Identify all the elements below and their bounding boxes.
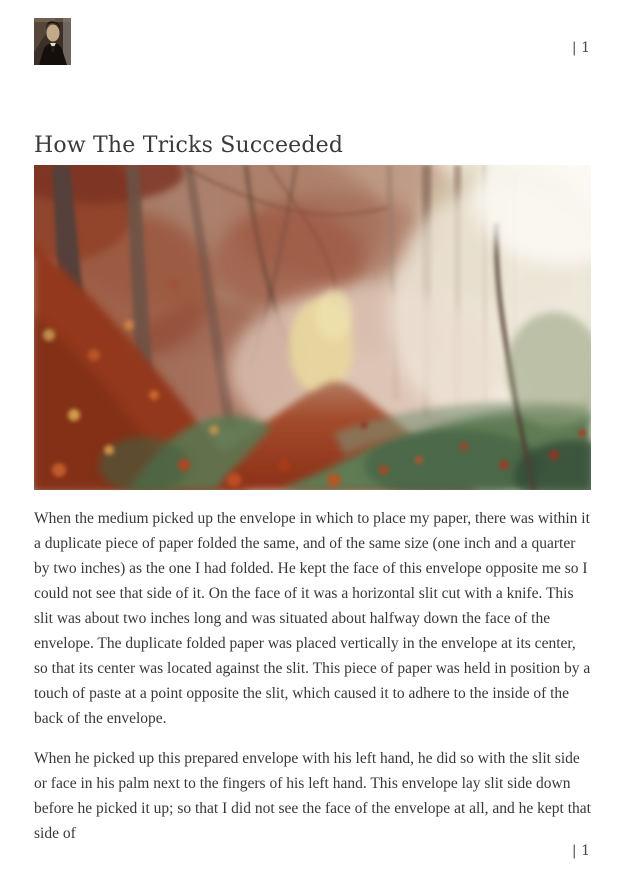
forest-photo-image: [34, 165, 591, 490]
author-portrait: [34, 18, 71, 65]
author-portrait-image: [34, 18, 71, 65]
paragraph-1: When the medium picked up the envelope in which to place my paper, there was within it a duplicate piece of paper folded the same, and of the same size (one inch and a quarter by two inches) as the one I had folded. He kept the face of this envelope opposite me so I could not see that side of it. On the face of it was a horizontal slit cut with a knife. This slit was about two inches long and was situated about halfway down the face of the envelope. The duplicate folded paper was placed vertically in the envelope at its center, so that its center was located against the slit. This piece of paper was held in position by a touch of paste at a point opposite the slit, which caused it to adhere to the inside of the back of the envelope.: [34, 510, 591, 727]
paragraph-2: When he picked up this prepared envelope with his left hand, he did so with the slit side or face in his palm next to the fingers of his left hand. This envelope lay slit side down before he picked it up; so that I did not see the face of the envelope at all, and he kept that side of: [34, 750, 591, 842]
forest-photo: [34, 165, 591, 490]
chapter-title: How The Tricks Succeeded: [34, 133, 344, 158]
page-number-top: | 1: [571, 40, 590, 56]
article-body: [34, 506, 591, 861]
page-number-bottom: | 1: [571, 843, 590, 859]
